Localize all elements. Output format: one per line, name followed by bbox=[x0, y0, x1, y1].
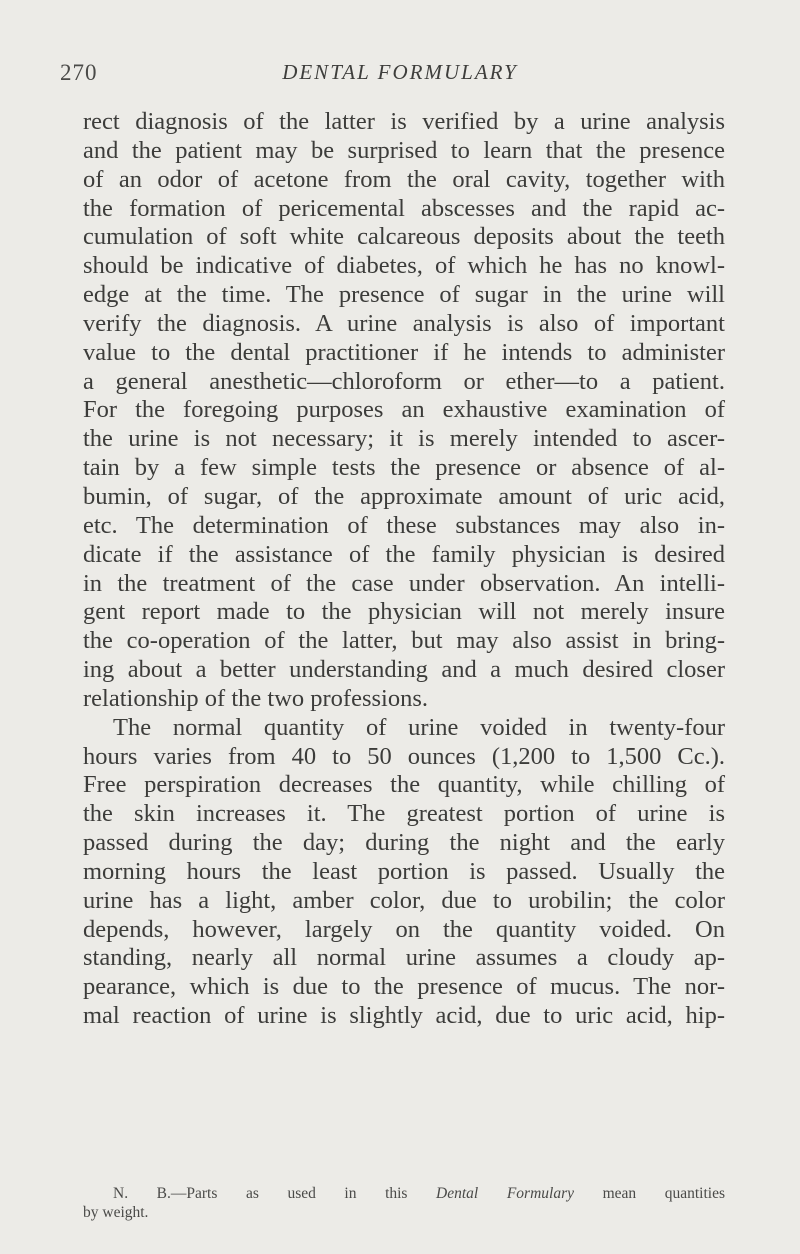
running-title: DENTAL FORMULARY bbox=[282, 60, 518, 84]
text-line: cumulation of soft white calcareous deposits about the teeth bbox=[83, 223, 725, 251]
text-line: bumin, of sugar, of the approximate amount of uric acid, bbox=[83, 482, 725, 510]
text-line: in the treatment of the case under observation. An intelli- bbox=[83, 569, 725, 597]
text-line: should be indicative of diabetes, of which he has no knowl- bbox=[83, 252, 725, 280]
text-line: standing, nearly all normal urine assumes a cloudy ap- bbox=[83, 944, 725, 972]
text-line: edge at the time. The presence of sugar in the urine will bbox=[83, 281, 725, 309]
footnote-italic-title: Dental Formulary bbox=[436, 1185, 574, 1202]
text-line: the formation of pericemental abscesses and the rapid ac- bbox=[83, 194, 725, 222]
text-line: rect diagnosis of the latter is verified by a urine analysis bbox=[83, 108, 725, 135]
text-line: and the patient may be surprised to learn that the presence bbox=[83, 136, 725, 164]
body-text bbox=[83, 108, 725, 1031]
text-line: For the foregoing purposes an exhaustive examination of bbox=[83, 396, 725, 424]
footnote-line bbox=[83, 1184, 725, 1203]
text-line: The normal quantity of urine voided in twenty-four bbox=[113, 713, 725, 741]
text-line: the skin increases it. The greatest portion of urine is bbox=[83, 800, 725, 828]
footnote-line: by weight. bbox=[83, 1204, 149, 1221]
text-line: pearance, which is due to the presence of mucus. The nor- bbox=[83, 973, 725, 1001]
text-line: urine has a light, amber color, due to urobilin; the color bbox=[83, 886, 725, 914]
text-line: depends, however, largely on the quantity voided. On bbox=[83, 915, 725, 943]
text-line: Free perspiration decreases the quantity, while chilling of bbox=[83, 771, 725, 799]
text-line: value to the dental practitioner if he intends to administer bbox=[83, 338, 725, 366]
text-line: the urine is not necessary; it is merely intended to ascer- bbox=[83, 425, 725, 453]
text-line: tain by a few simple tests the presence or absence of al- bbox=[83, 454, 725, 482]
text-line: hours varies from 40 to 50 ounces (1,200 to 1,500 Cc.). bbox=[83, 742, 725, 770]
footnote bbox=[83, 1184, 725, 1222]
footnote-prefix: N. B.—Parts as used in this bbox=[113, 1185, 437, 1202]
text-line: morning hours the least portion is passed. Usually the bbox=[83, 857, 725, 885]
text-line: the co-operation of the latter, but may also assist in bring- bbox=[83, 627, 725, 655]
text-line: passed during the day; during the night and the early bbox=[83, 829, 725, 857]
text-line: relationship of the two professions. bbox=[83, 684, 428, 712]
text-line: verify the diagnosis. A urine analysis is also of important bbox=[83, 309, 725, 337]
text-line: a general anesthetic—chloroform or ether—to a patient. bbox=[83, 367, 725, 395]
footnote-suffix: mean quantities bbox=[573, 1185, 725, 1202]
text-line: dicate if the assistance of the family physician is desired bbox=[83, 540, 725, 568]
page-number: 270 bbox=[60, 60, 98, 85]
text-line: mal reaction of urine is slightly acid, due to uric acid, hip- bbox=[83, 1002, 725, 1030]
running-head bbox=[0, 60, 800, 90]
text-line: gent report made to the physician will not merely insure bbox=[83, 598, 725, 626]
text-line: etc. The determination of these substances may also in- bbox=[83, 511, 725, 539]
text-line: of an odor of acetone from the oral cavity, together with bbox=[83, 165, 725, 193]
text-line: ing about a better understanding and a much desired closer bbox=[83, 656, 725, 684]
